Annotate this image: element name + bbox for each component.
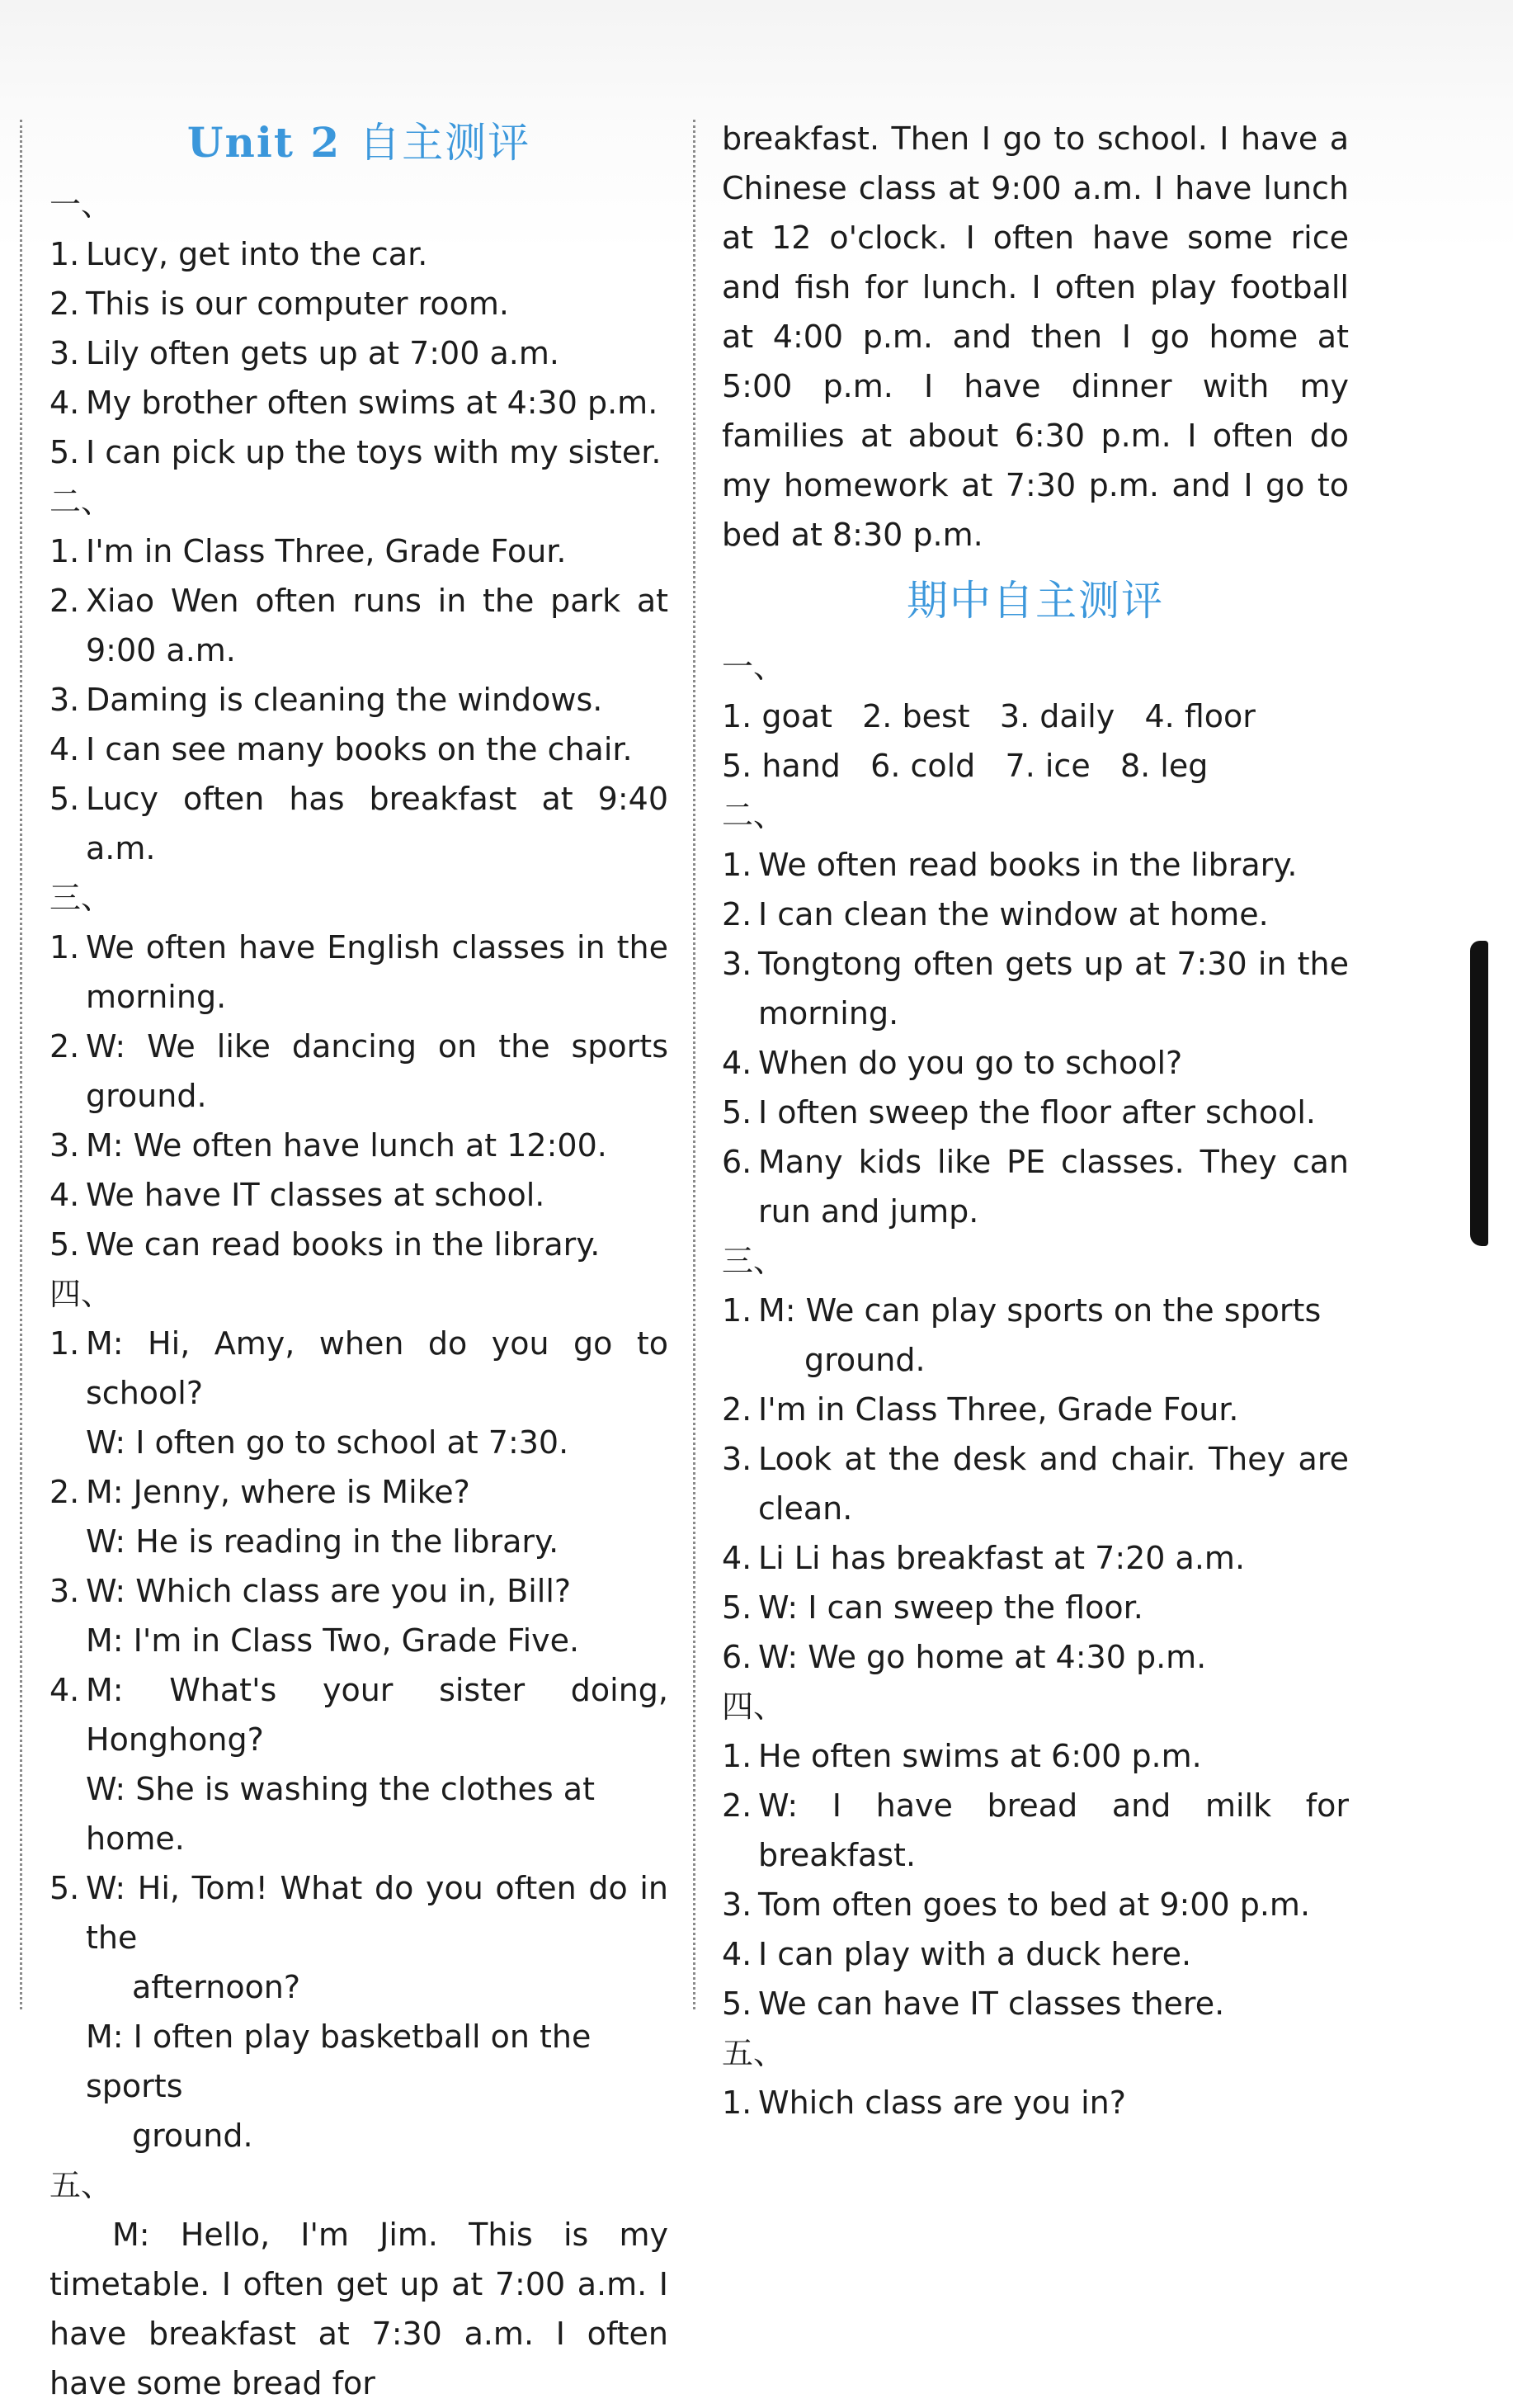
answer-item: 1. He often swims at 6:00 p.m.: [722, 1738, 1202, 1774]
dialogue-reply: W: She is washing the clothes at home.: [86, 1771, 595, 1857]
section-1-label: 一、: [722, 649, 785, 685]
answer-item: 2. I'm in Class Three, Grade Four.: [722, 1391, 1239, 1428]
dialogue-item: 4. M: What's your sister doing, Honghong?: [49, 1672, 668, 1758]
passage-continuation: breakfast. Then I go to school. I have a Chinese class at 9:00 a.m. I have lunch at 12 o'clock. I often have some rice and fish for lunch. I often play football at 4:00 p.m. and then I go home at 5:00 p.m. I have dinner with my families at about 6:30 p.m. I often do my homework at 7:30 p.m. and I go to bed at 8:30 p.m.: [722, 120, 1349, 553]
answer-continuation: ground.: [804, 1342, 926, 1378]
answer-item: 5. I often sweep the floor after school.: [722, 1094, 1316, 1131]
section-4-label: 四、: [722, 1688, 785, 1725]
answer-item: 1. We often read books in the library.: [722, 847, 1298, 883]
answer-item: 2. I can clean the window at home.: [722, 896, 1269, 933]
answer-item: 3. Tom often goes to bed at 9:00 p.m.: [722, 1886, 1311, 1923]
dialogue-item: 5. W: Hi, Tom! What do you often do in the: [49, 1870, 668, 1956]
midterm-title: 期中自主测评: [907, 577, 1164, 625]
binding-edge-mark: [1470, 941, 1488, 1246]
answer-item: 2. This is our computer room.: [49, 286, 509, 322]
passage-text: M: Hello, I'm Jim. This is my timetable. I often get up at 7:00 a.m. I have breakfast at 7:30 a.m. I often have some bread for: [49, 2217, 668, 2401]
section-5-label: 五、: [49, 2167, 113, 2203]
section-5-label: 五、: [722, 2035, 785, 2071]
answer-item: 5. We can read books in the library.: [49, 1226, 601, 1263]
center-dotted-divider: [693, 120, 695, 2009]
dialogue-continuation: ground.: [132, 2118, 253, 2154]
answer-item: 3. Tongtong often gets up at 7:30 in the morning.: [722, 946, 1349, 1032]
section-2-label: 二、: [49, 484, 113, 520]
left-column: [49, 106, 668, 2408]
unit-2-title: Unit 2 自主测评: [186, 118, 531, 167]
answer-item: 6. W: We go home at 4:30 p.m.: [722, 1639, 1207, 1675]
dialogue-item: 1. M: Hi, Amy, when do you go to school?: [49, 1325, 668, 1411]
dialogue-reply: M: I often play basketball on the sports: [86, 2018, 592, 2104]
word-answers-line: 1. goat 2. best 3. daily 4. floor: [722, 698, 1256, 734]
answer-item: 1. Which class are you in?: [722, 2085, 1126, 2121]
answer-item: 4. I can see many books on the chair.: [49, 731, 633, 767]
answer-item: 2. Xiao Wen often runs in the park at 9:00 a.m.: [49, 583, 668, 668]
answer-item: 2. W: We like dancing on the sports ground.: [49, 1028, 668, 1114]
answer-item: 4. I can play with a duck here.: [722, 1936, 1192, 1972]
answer-item: 5. We can have IT classes there.: [722, 1985, 1225, 2022]
right-column: [722, 114, 1349, 2127]
answer-item: 4. We have IT classes at school.: [49, 1177, 545, 1213]
section-1-label: 一、: [49, 187, 113, 223]
dialogue-reply: W: He is reading in the library.: [86, 1523, 559, 1560]
answer-item: 5. I can pick up the toys with my sister.: [49, 434, 662, 470]
answer-item: 4. Li Li has breakfast at 7:20 a.m.: [722, 1540, 1246, 1576]
dialogue-reply: M: I'm in Class Two, Grade Five.: [86, 1622, 580, 1659]
dialogue-item: 3. W: Which class are you in, Bill?: [49, 1573, 572, 1609]
section-3-label: 三、: [722, 1243, 785, 1279]
answer-item: 4. When do you go to school?: [722, 1045, 1183, 1081]
answer-item: 5. Lucy often has breakfast at 9:40 a.m.: [49, 781, 668, 866]
answer-item: 2. W: I have bread and milk for breakfast.: [722, 1787, 1349, 1873]
left-dotted-border: [20, 120, 22, 2009]
section-2-label: 二、: [722, 797, 785, 833]
answer-item: 5. W: I can sweep the floor.: [722, 1589, 1143, 1626]
section-3-label: 三、: [49, 880, 113, 916]
answer-item: 3. Daming is cleaning the windows.: [49, 682, 603, 718]
dialogue-continuation: afternoon?: [132, 1969, 301, 2005]
answer-item: 3. M: We often have lunch at 12:00.: [49, 1127, 607, 1164]
answer-item: 1. I'm in Class Three, Grade Four.: [49, 533, 567, 569]
answer-item: 4. My brother often swims at 4:30 p.m.: [49, 385, 658, 421]
answer-item: 3. Look at the desk and chair. They are clean.: [722, 1441, 1349, 1527]
answer-item: 1. We often have English classes in the morning.: [49, 929, 668, 1015]
dialogue-item: 2. M: Jenny, where is Mike?: [49, 1474, 470, 1510]
dialogue-reply: W: I often go to school at 7:30.: [86, 1424, 569, 1461]
word-answers-line: 5. hand 6. cold 7. ice 8. leg: [722, 748, 1209, 784]
answer-item: 3. Lily often gets up at 7:00 a.m.: [49, 335, 559, 371]
answer-item: 1. M: We can play sports on the sports: [722, 1292, 1322, 1329]
answer-item: 1. Lucy, get into the car.: [49, 236, 428, 272]
answer-item: 6. Many kids like PE classes. They can run and jump.: [722, 1144, 1349, 1230]
section-4-label: 四、: [49, 1276, 113, 1312]
